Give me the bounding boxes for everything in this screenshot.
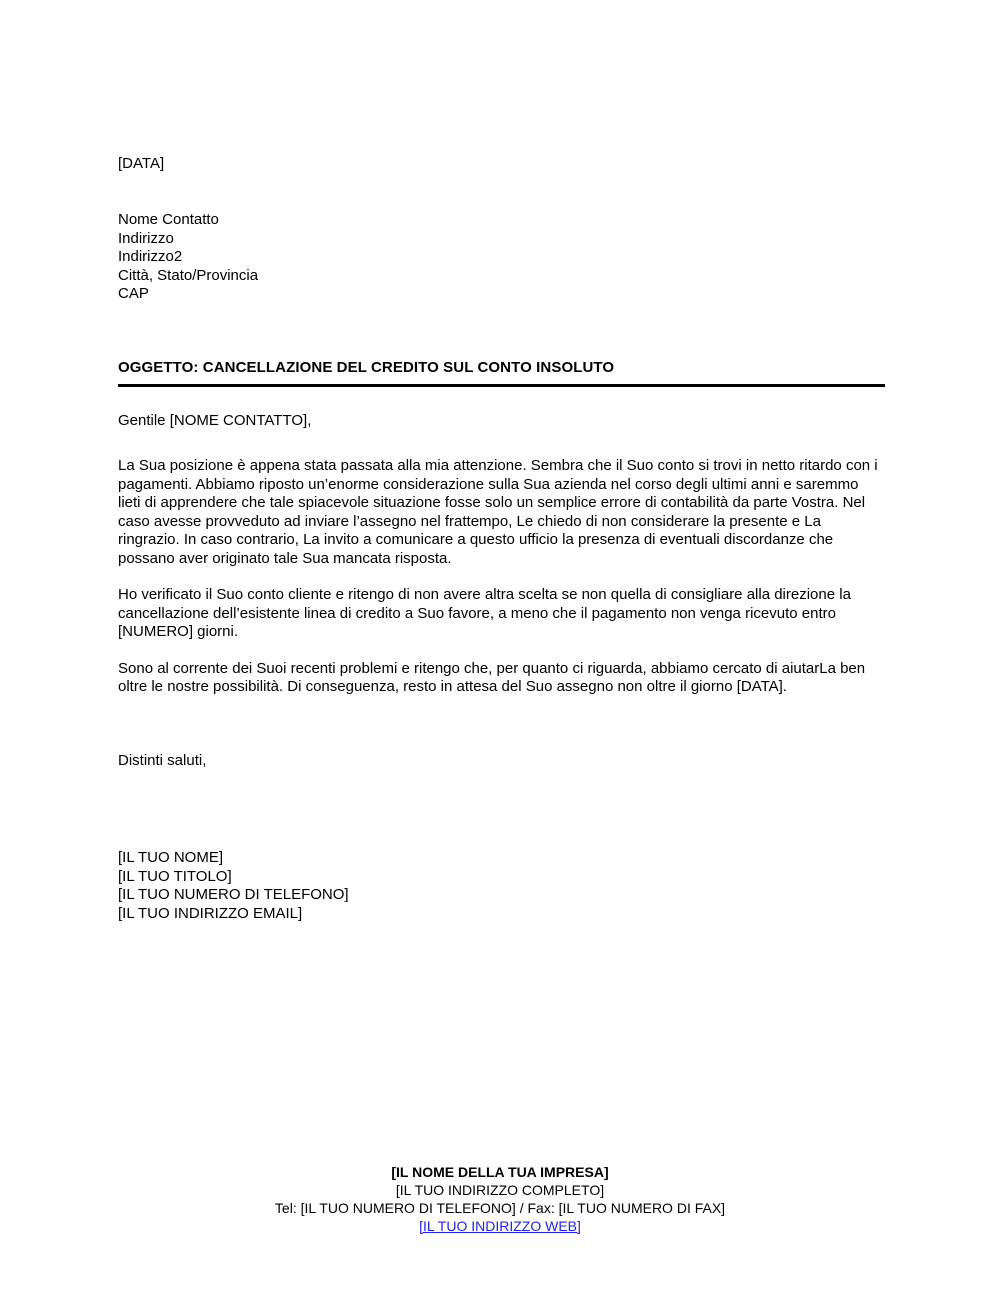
date-placeholder: [DATA] xyxy=(118,155,165,172)
body-paragraph-2: Ho verificato il Suo conto cliente e ritengo di non avere altra scelta se non quella di consigliare alla direzione la cancellazione dell’esistente linea di credito a Suo favore, a meno che il pagamento non venga ricevuto entro [NUMERO] giorni. xyxy=(118,586,851,640)
recipient-line-address2: Indirizzo2 xyxy=(118,248,183,265)
recipient-line-postal-code: CAP xyxy=(118,285,149,302)
recipient-line-name: Nome Contatto xyxy=(118,211,219,228)
body-paragraph-1: La Sua posizione è appena stata passata alla mia attenzione. Sembra che il Suo conto si trovi in netto ritardo con i pagamenti. Abbiamo riposto un’enorme considerazione sulla Sua azienda nel corso degli ultimi anni e saremmo lieti di apprendere che tale spiacevole situazione fosse solo un semplice errore di contabilità da parte Vostra. Nel caso avesse provveduto ad inviare l’assegno nel frattempo, Le chiedo di non considerare la presente e La ringrazio. In caso contrario, La invito a comunicare a questo ufficio la presenza di eventuali discordanze che possano aver originato tale Sua mancata risposta. xyxy=(118,457,878,567)
recipient-address-block xyxy=(118,211,258,304)
subject-section xyxy=(118,358,885,387)
signature-block xyxy=(118,849,349,923)
footer-website-link-row xyxy=(0,1217,1000,1235)
page-footer xyxy=(0,1163,1000,1235)
salutation: Gentile [NOME CONTATTO], xyxy=(118,412,312,429)
closing-salutation: Distinti saluti, xyxy=(118,752,207,769)
footer-contact: Tel: [IL TUO NUMERO DI TELEFONO] / Fax: [IL TUO NUMERO DI FAX] xyxy=(274,1200,726,1216)
signature-line-title: [IL TUO TITOLO] xyxy=(118,867,232,885)
signature-line-name: [IL TUO NOME] xyxy=(118,849,224,866)
recipient-line-city-state: Città, Stato/Provincia xyxy=(118,266,259,284)
subject-heading: OGGETTO: CANCELLAZIONE DEL CREDITO SUL CONTO INSOLUTO xyxy=(118,359,615,376)
letter-body xyxy=(118,457,885,697)
subject-divider-rule xyxy=(118,384,885,387)
footer-website-link[interactable]: [IL TUO INDIRIZZO WEB] xyxy=(419,1218,581,1234)
footer-address: [IL TUO INDIRIZZO COMPLETO] xyxy=(395,1182,605,1198)
recipient-line-address1: Indirizzo xyxy=(118,229,174,247)
footer-company-name: [IL NOME DELLA TUA IMPRESA] xyxy=(391,1164,609,1180)
body-paragraph-3: Sono al corrente dei Suoi recenti problemi e ritengo che, per quanto ci riguarda, abbiamo cercato di aiutarLa ben oltre le nostre possibilità. Di conseguenza, resto in attesa del Suo assegno non oltre il giorno [DATA]. xyxy=(118,659,866,695)
signature-line-phone: [IL TUO NUMERO DI TELEFONO] xyxy=(118,886,349,903)
signature-line-email: [IL TUO INDIRIZZO EMAIL] xyxy=(118,904,303,922)
